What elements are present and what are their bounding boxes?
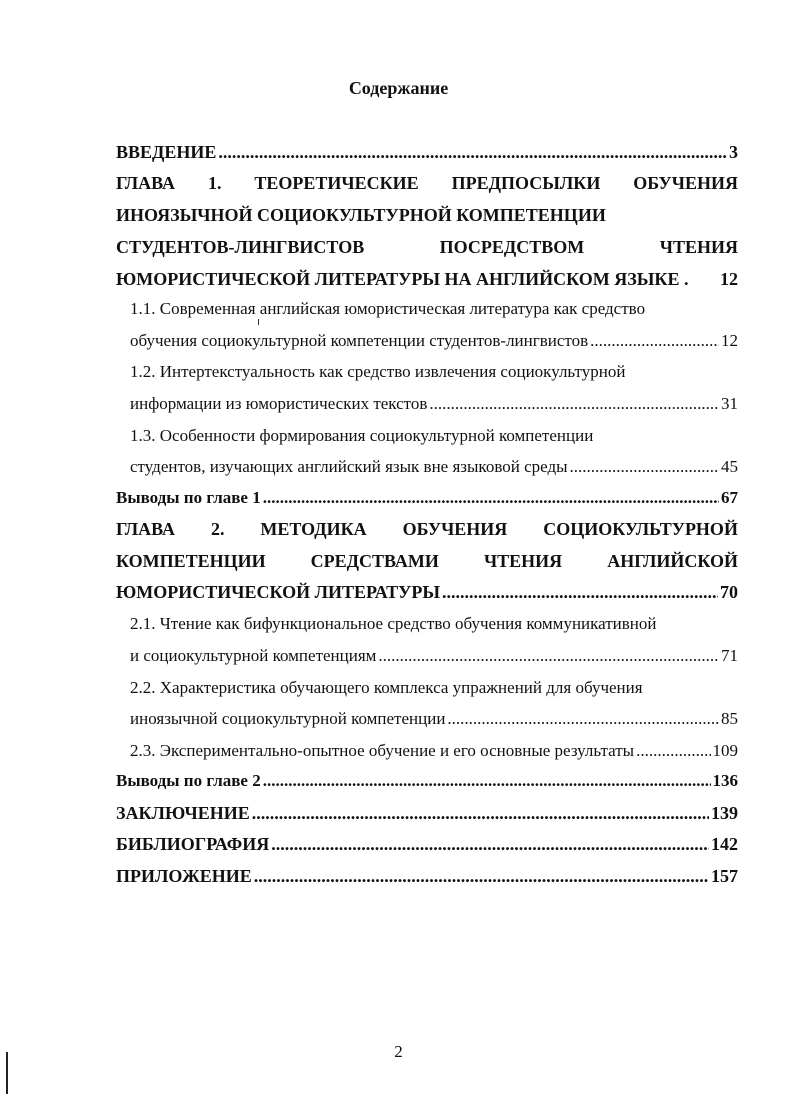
- toc-leader: [263, 766, 711, 796]
- toc-entry-appendix[interactable]: [116, 861, 738, 891]
- toc-leader: [252, 798, 709, 828]
- toc-word: ГЛАВА: [116, 519, 176, 539]
- toc-label: 1.1. Современная английская юмористическая литература как средство: [130, 299, 646, 318]
- toc-entry-chapter1-line1[interactable]: [116, 168, 738, 198]
- toc-label: студентов, изучающих английский язык вне языковой среды: [130, 457, 568, 476]
- toc-word: ЧТЕНИЯ: [659, 237, 738, 257]
- toc-word: ПРЕДПОСЫЛКИ: [451, 173, 601, 193]
- toc-word: АНГЛИЙСКОЙ: [607, 551, 738, 571]
- toc-word: СТУДЕНТОВ-ЛИНГВИСТОВ: [116, 237, 365, 257]
- stray-mark: [258, 319, 259, 325]
- toc-page: 12: [721, 331, 738, 350]
- toc-label: иноязычной социокультурной компетенции: [130, 709, 446, 728]
- toc-page: 70: [720, 582, 738, 602]
- toc-entry-2-1-line1[interactable]: [130, 609, 738, 639]
- toc-label: Выводы по главе 1: [116, 488, 261, 507]
- toc-page: 157: [711, 866, 738, 886]
- toc-entry-conclusions-ch2[interactable]: [116, 766, 738, 796]
- toc-page: 45: [721, 457, 738, 476]
- toc-label: ЗАКЛЮЧЕНИЕ: [116, 803, 250, 823]
- toc-leader: [447, 704, 719, 734]
- toc-entry-conclusion[interactable]: [116, 798, 738, 828]
- toc-leader: [254, 861, 709, 891]
- toc-leader: [570, 452, 719, 482]
- toc-leader: [442, 577, 718, 607]
- toc-label: ЮМОРИСТИЧЕСКОЙ ЛИТЕРАТУРЫ: [116, 582, 440, 602]
- toc-entry-1-1-line2[interactable]: [130, 326, 738, 356]
- toc-page: 136: [712, 771, 738, 790]
- toc-entry-1-3-line1[interactable]: [130, 421, 738, 451]
- toc-page: 31: [721, 394, 738, 413]
- toc-label: Выводы по главе 2: [116, 771, 261, 790]
- toc-label: ЮМОРИСТИЧЕСКОЙ ЛИТЕРАТУРЫ НА АНГЛИЙСКОМ ЯЗЫКЕ .: [116, 269, 689, 289]
- toc-entry-chapter1-line2[interactable]: [116, 200, 738, 230]
- toc-label: БИБЛИОГРАФИЯ: [116, 834, 270, 854]
- toc-label: 2.2. Характеристика обучающего комплекса упражнений для обучения: [130, 678, 643, 697]
- toc-page: 71: [721, 646, 738, 665]
- page-number: 2: [394, 1042, 403, 1061]
- toc-entry-2-3[interactable]: [130, 736, 738, 766]
- toc-leader: [263, 483, 719, 513]
- toc-entry-1-2-line2[interactable]: [130, 389, 738, 419]
- toc-page: 139: [711, 803, 738, 823]
- toc-label: 1.2. Интертекстуальность как средство извлечения социокультурной: [130, 362, 626, 381]
- toc-word: ТЕОРЕТИЧЕСКИЕ: [254, 173, 419, 193]
- toc-label: ПРИЛОЖЕНИЕ: [116, 866, 252, 886]
- toc-word: СОЦИОКУЛЬТУРНОЙ: [543, 519, 738, 539]
- toc-entry-1-2-line1[interactable]: [130, 357, 738, 387]
- toc-label: 1.3. Особенности формирования социокультурной компетенции: [130, 426, 594, 445]
- toc-word: 2.: [210, 519, 225, 539]
- toc-label: обучения социокультурной компетенции студентов-лингвистов: [130, 331, 589, 350]
- toc-entry-chapter2-line1[interactable]: [116, 514, 738, 544]
- toc-page: 67: [721, 488, 738, 507]
- toc-label: 2.3. Экспериментально-опытное обучение и его основные результаты: [130, 741, 635, 760]
- toc-entry-2-1-line2[interactable]: [130, 641, 738, 671]
- toc-leader: [218, 137, 727, 167]
- toc-leader: [429, 389, 719, 419]
- toc-page: 3: [729, 142, 738, 162]
- toc-page: 109: [712, 741, 738, 760]
- toc-leader: [271, 829, 709, 859]
- toc-label: 2.1. Чтение как бифункциональное средство обучения коммуникативной: [130, 614, 657, 633]
- toc-entry-chapter2-line3[interactable]: [116, 577, 738, 607]
- toc-label: ВВЕДЕНИЕ: [116, 142, 217, 162]
- toc-entry-1-1-line1[interactable]: [130, 294, 738, 324]
- toc-entry-2-2-line2[interactable]: [130, 704, 738, 734]
- toc-word: МЕТОДИКА: [260, 519, 367, 539]
- toc-word: ПОСРЕДСТВОМ: [439, 237, 585, 257]
- toc-word: КОМПЕТЕНЦИИ: [116, 551, 266, 571]
- toc-label: ИНОЯЗЫЧНОЙ СОЦИОКУЛЬТУРНОЙ КОМПЕТЕНЦИИ: [116, 205, 606, 225]
- toc-page: 142: [711, 834, 738, 854]
- toc-entry-conclusions-ch1[interactable]: [116, 483, 738, 513]
- toc-word: СРЕДСТВАМИ: [310, 551, 439, 571]
- toc-word: ЧТЕНИЯ: [483, 551, 563, 571]
- toc-word: ОБУЧЕНИЯ: [402, 519, 508, 539]
- toc-entry-chapter1-line4[interactable]: [116, 264, 738, 294]
- toc-entry-chapter1-line3[interactable]: [116, 232, 738, 262]
- toc-entry-1-3-line2[interactable]: [130, 452, 738, 482]
- toc-entry-2-2-line1[interactable]: [130, 673, 738, 703]
- toc-leader: [636, 736, 710, 766]
- toc-label: информации из юмористических текстов: [130, 394, 428, 413]
- toc-page: 85: [721, 709, 738, 728]
- toc-page: 12: [720, 269, 738, 289]
- toc-entry-intro[interactable]: [116, 137, 738, 167]
- toc-leader: [378, 641, 719, 671]
- toc-word: ОБУЧЕНИЯ: [633, 173, 738, 193]
- toc-entry-bibliography[interactable]: [116, 829, 738, 859]
- scan-edge-mark: [6, 1052, 8, 1094]
- toc-word: 1.: [207, 173, 222, 193]
- toc-label: и социокультурной компетенциям: [130, 646, 377, 665]
- toc-entry-chapter2-line2[interactable]: [116, 546, 738, 576]
- toc-word: ГЛАВА: [116, 173, 176, 193]
- page-title: Содержание: [348, 78, 449, 98]
- toc-leader: [590, 326, 719, 356]
